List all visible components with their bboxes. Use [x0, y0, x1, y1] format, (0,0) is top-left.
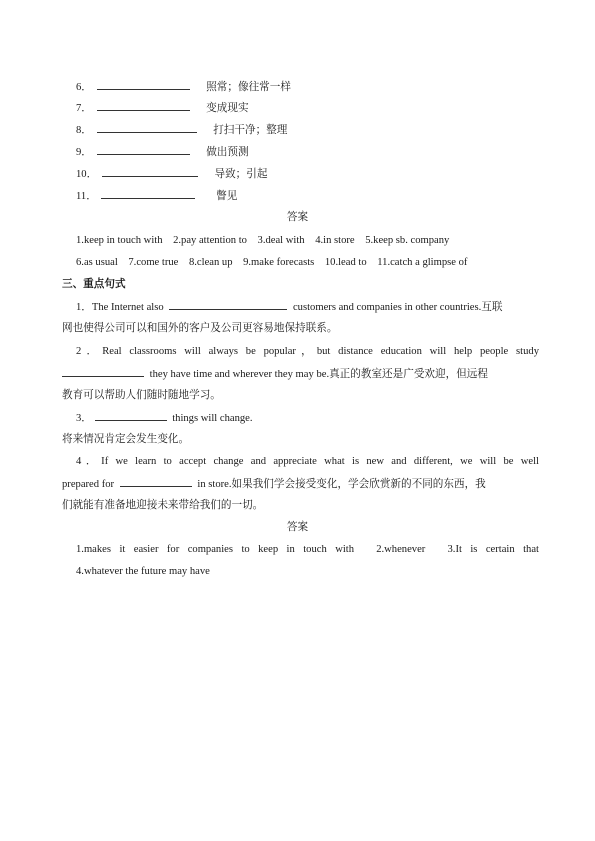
vocab-number: 11．: [76, 191, 97, 202]
answer-line: 1.keep in touch with 2.pay attention to 3.deal with 4.in store 5.keep sb. company: [76, 235, 450, 246]
sentence-text: they have time and wherever they may be.真正的教室还是广受欢迎，但远程: [149, 369, 488, 380]
vocab-meaning: 照常；像往常一样: [206, 82, 291, 93]
sentence-4-line-3: 们就能有准备地迎接未来带给我们的一切。: [62, 500, 264, 511]
answer-blank[interactable]: [102, 167, 198, 177]
vocab-item-6: [76, 80, 291, 94]
sentence-3-line-2: 将来情况肯定会发生变化。: [62, 434, 190, 445]
vocab-meaning: 导致；引起: [214, 169, 268, 180]
sentence-1-line-1: [76, 300, 502, 314]
answer-blank[interactable]: [62, 367, 144, 377]
vocab-number: 10．: [76, 169, 98, 180]
answer-heading: 答案: [286, 522, 309, 533]
answer-heading: 答案: [286, 212, 309, 223]
sentence-text: customers and companies in other countries.互联: [292, 302, 503, 313]
vocab-number: 7．: [76, 103, 92, 114]
sentence-text: 1．The Internet also: [76, 302, 164, 313]
answer-line: 4.whatever the future may have: [76, 566, 210, 577]
answer-blank[interactable]: [95, 411, 167, 421]
sentence-2-line-3: 教育可以帮助人们随时随地学习。: [62, 390, 221, 401]
vocab-meaning: 变成现实: [206, 103, 249, 114]
answer-blank[interactable]: [169, 300, 287, 310]
answer-blank[interactable]: [97, 145, 190, 155]
vocab-number: 8．: [76, 125, 92, 136]
sentence-4-line-2: [62, 477, 486, 491]
sentence-text: prepared for: [62, 479, 115, 490]
vocab-meaning: 打扫干净；整理: [213, 125, 288, 136]
section-title: 三、重点句式: [62, 279, 126, 290]
answer-blank[interactable]: [101, 189, 195, 199]
answer-blank[interactable]: [97, 123, 197, 133]
answer-line: 6.as usual 7.come true 8.clean up 9.make forecasts 10.lead to 11.catch a glimpse of: [76, 257, 468, 268]
answer-blank[interactable]: [97, 80, 190, 90]
sentence-4-line-1: 4．If we learn to accept change and appreciate what is new and different, we will be well: [76, 456, 539, 467]
answer-blank[interactable]: [97, 101, 190, 111]
vocab-item-10: [76, 167, 267, 181]
vocab-number: 6．: [76, 82, 92, 93]
sentence-3-line-1: [76, 411, 253, 425]
sentence-2-line-1: 2．Real classrooms will always be popular，but distance education will help people study: [76, 346, 539, 357]
answer-blank[interactable]: [120, 477, 192, 487]
sentence-1-line-2: 网也使得公司可以和国外的客户及公司更容易地保持联系。: [62, 323, 338, 334]
vocab-item-11: [76, 189, 237, 203]
sentence-text: in store.如果我们学会接受变化，学会欣赏新的不同的东西，我: [197, 479, 486, 490]
vocab-meaning: 瞥见: [216, 191, 238, 202]
sentence-2-line-2: [62, 367, 488, 381]
sentence-text: things will change.: [172, 413, 253, 424]
vocab-number: 9．: [76, 147, 92, 158]
vocab-item-7: [76, 101, 249, 115]
sentence-text: 3．: [76, 413, 92, 424]
vocab-item-9: [76, 145, 249, 159]
vocab-meaning: 做出预测: [206, 147, 249, 158]
answer-line: 1.makes it easier for companies to keep in touch with 2.whenever 3.It is certain that: [76, 544, 539, 555]
vocab-item-8: [76, 123, 287, 137]
